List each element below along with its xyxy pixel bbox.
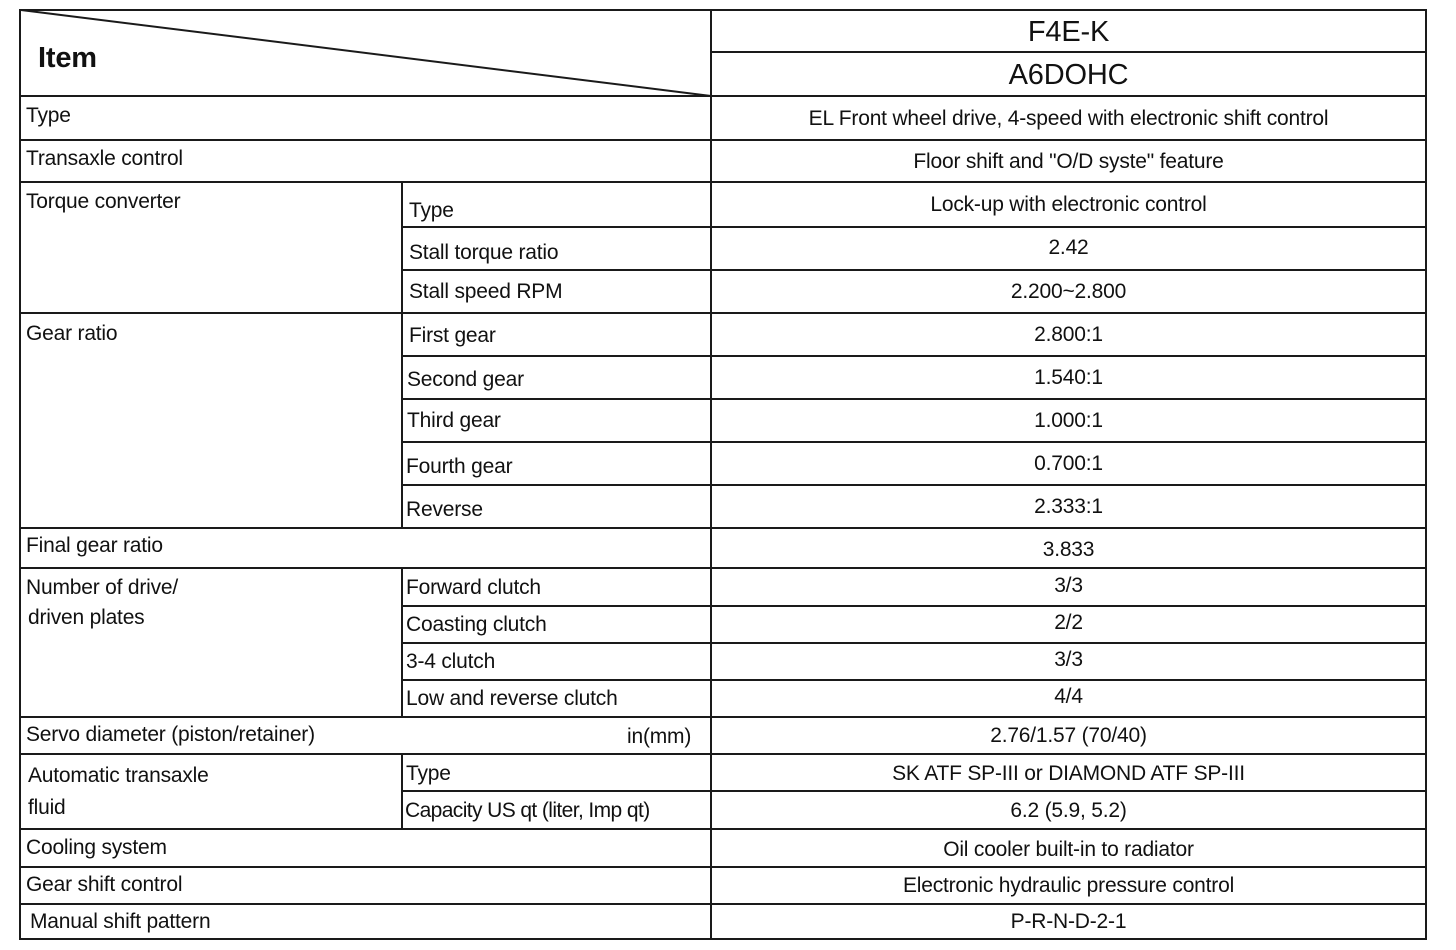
fluid-label-line2: fluid <box>28 796 66 819</box>
row-line <box>19 828 1427 830</box>
torque-converter-label: Torque converter <box>26 190 181 213</box>
cooling-system-label: Cooling system <box>26 836 167 859</box>
fourth-gear-label: Fourth gear <box>406 455 513 478</box>
manual-shift-pattern-value: P-R-N-D-2-1 <box>1010 910 1127 933</box>
row-line <box>401 605 1427 607</box>
gear-shift-control-value: Electronic hydraulic pressure control <box>902 874 1235 897</box>
row-line <box>19 139 1427 141</box>
row-line <box>401 226 1427 228</box>
row-line <box>19 312 1427 314</box>
cooling-system-value: Oil cooler built-in to radiator <box>943 838 1194 861</box>
row-line <box>19 527 1427 529</box>
three-four-clutch-label: 3-4 clutch <box>406 650 496 673</box>
row-line <box>19 716 1427 718</box>
second-gear-value: 1.540:1 <box>1034 366 1103 389</box>
row-line <box>401 679 1427 681</box>
model-header: F4E-K <box>1027 16 1110 48</box>
sub-divider-torque <box>401 183 403 313</box>
row-line <box>401 269 1427 271</box>
type-label: Type <box>26 104 71 127</box>
low-reverse-clutch-label: Low and reverse clutch <box>406 687 618 710</box>
first-gear-value: 2.800:1 <box>1034 323 1103 346</box>
servo-diameter-value: 2.76/1.57 (70/40) <box>990 724 1147 747</box>
row-line <box>19 181 1427 183</box>
coasting-clutch-value: 2/2 <box>1054 611 1083 634</box>
reverse-label: Reverse <box>406 498 483 521</box>
fluid-type-value: SK ATF SP-III or DIAMOND ATF SP-III <box>892 762 1245 785</box>
reverse-value: 2.333:1 <box>1034 495 1103 518</box>
transaxle-control-label: Transaxle control <box>26 147 183 170</box>
low-reverse-clutch-value: 4/4 <box>1054 685 1083 708</box>
third-gear-value: 1.000:1 <box>1034 409 1103 432</box>
fourth-gear-value: 0.700:1 <box>1034 452 1103 475</box>
sub-divider-gear <box>401 313 403 528</box>
fluid-capacity-value: 6.2 (5.9, 5.2) <box>1010 799 1127 822</box>
torque-type-value: Lock-up with electronic control <box>930 193 1207 216</box>
row-line <box>19 903 1427 905</box>
border-left <box>19 9 21 940</box>
plates-label-line1: Number of drive/ <box>26 576 179 599</box>
stall-torque-ratio-value: 2.42 <box>1048 236 1089 259</box>
border-right <box>1425 9 1427 940</box>
forward-clutch-label: Forward clutch <box>406 576 541 599</box>
engine-header: A6DOHC <box>1008 59 1129 91</box>
servo-diameter-label: Servo diameter (piston/retainer) <box>26 723 315 746</box>
row-line <box>401 398 1427 400</box>
final-gear-ratio-value: 3.833 <box>1042 538 1095 561</box>
gear-shift-control-label: Gear shift control <box>26 873 183 896</box>
row-line <box>401 642 1427 644</box>
row-line <box>19 866 1427 868</box>
type-value: EL Front wheel drive, 4-speed with electronic shift control <box>808 107 1329 130</box>
item-header-label: Item <box>38 42 97 74</box>
fluid-label-line1: Automatic transaxle <box>28 764 209 787</box>
row-line <box>401 441 1427 443</box>
stall-torque-ratio-label: Stall torque ratio <box>409 241 559 264</box>
border-bottom <box>19 938 1427 940</box>
stall-speed-label: Stall speed RPM <box>409 280 563 303</box>
transaxle-control-value: Floor shift and "O/D syste" feature <box>913 150 1224 173</box>
plates-label-line2: driven plates <box>28 606 145 629</box>
servo-diameter-unit: in(mm) <box>627 725 692 748</box>
three-four-clutch-value: 3/3 <box>1054 648 1083 671</box>
coasting-clutch-label: Coasting clutch <box>406 613 547 636</box>
row-line <box>401 484 1427 486</box>
row-line <box>19 753 1427 755</box>
torque-type-label: Type <box>409 199 454 222</box>
third-gear-label: Third gear <box>407 409 501 432</box>
row-line <box>401 355 1427 357</box>
fluid-type-label: Type <box>406 762 451 785</box>
fluid-capacity-label: Capacity US qt (liter, Imp qt) <box>405 799 650 822</box>
first-gear-label: First gear <box>409 324 496 347</box>
forward-clutch-value: 3/3 <box>1054 574 1083 597</box>
manual-shift-pattern-label: Manual shift pattern <box>30 910 211 933</box>
row-line <box>401 790 1427 792</box>
second-gear-label: Second gear <box>407 368 524 391</box>
final-gear-ratio-label: Final gear ratio <box>26 534 163 557</box>
row-line <box>19 567 1427 569</box>
stall-speed-value: 2.200~2.800 <box>1010 280 1127 303</box>
gear-ratio-label: Gear ratio <box>26 322 118 345</box>
